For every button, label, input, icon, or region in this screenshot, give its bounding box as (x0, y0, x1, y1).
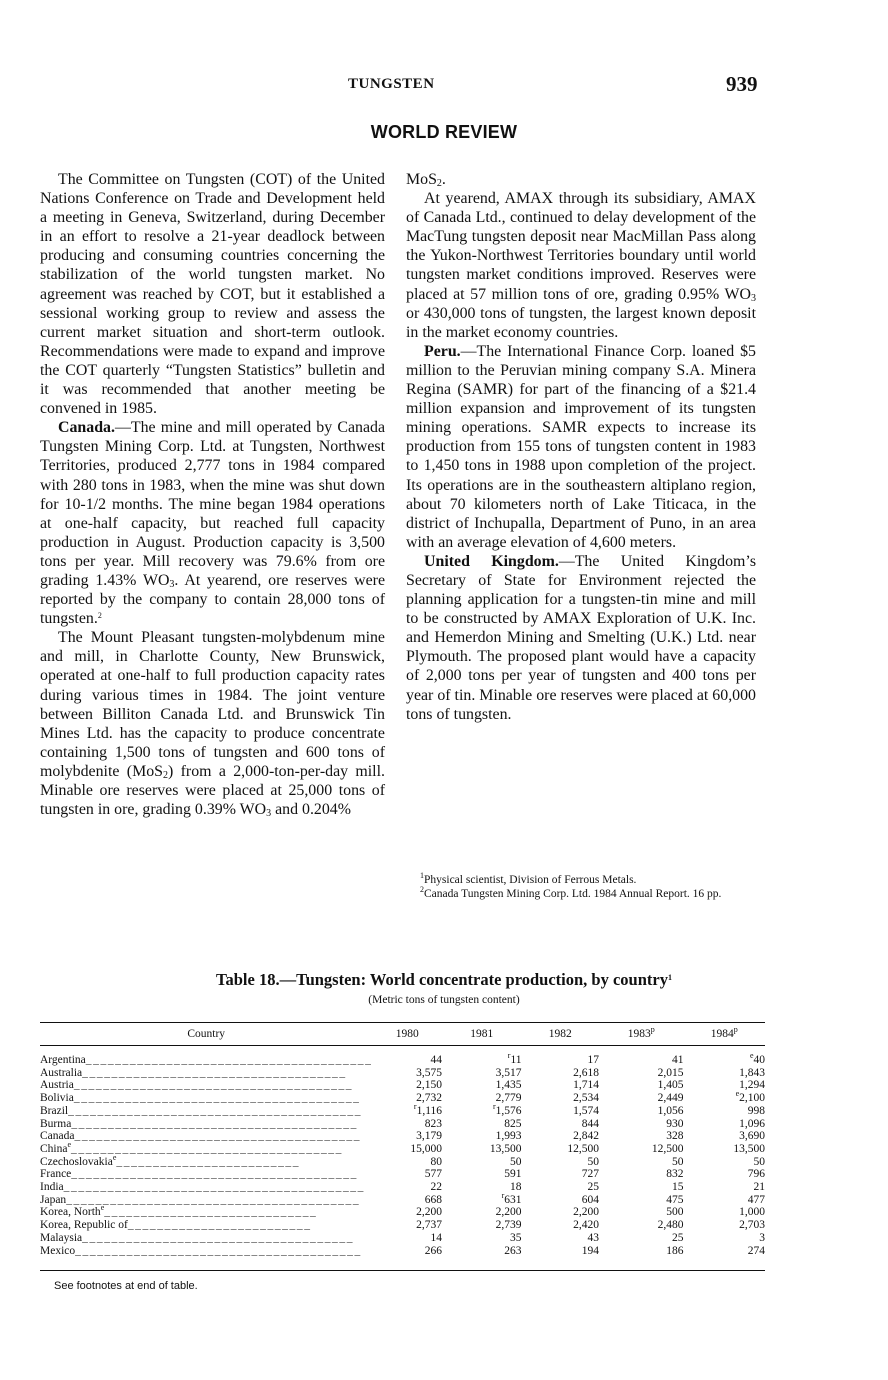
value-cell (599, 1105, 683, 1118)
value: 1,000 (739, 1206, 765, 1219)
value-cell (522, 1168, 600, 1181)
footnote-mark: 2 (420, 884, 424, 894)
revision-mark: e (749, 1051, 754, 1060)
table-title-text: Table 18.—Tungsten: World concentrate production, by country (216, 970, 668, 989)
value: 668 (424, 1193, 443, 1206)
value-cell (683, 1168, 765, 1181)
leader-dots: _____________________________ (104, 1206, 318, 1219)
value: 17 (587, 1054, 600, 1066)
estimate-mark: e (67, 1142, 72, 1149)
value: 604 (581, 1193, 600, 1206)
value: 194 (581, 1244, 600, 1257)
value: 43 (587, 1231, 600, 1244)
table-subtitle: (Metric tons of tungsten content) (368, 994, 520, 1006)
country-cell (40, 1156, 372, 1169)
value: 3,575 (416, 1066, 443, 1079)
year-label: 1984 (710, 1028, 734, 1040)
country-cell (40, 1168, 372, 1181)
leader-dots: _______________________________________ (71, 1117, 358, 1130)
table-row (40, 1232, 765, 1245)
col-header-1981: 1981 (470, 1028, 494, 1040)
value-cell (599, 1143, 683, 1156)
value: 266 (424, 1244, 443, 1257)
paragraph-mount-pleasant (40, 628, 385, 819)
value: 832 (666, 1168, 684, 1181)
value: 1,993 (495, 1130, 522, 1143)
footnote-text: Canada Tungsten Mining Corp. Ltd. 1984 Annual Report. 16 pp. (424, 887, 722, 900)
value: 50 (510, 1155, 522, 1168)
table-row (40, 1181, 765, 1194)
value-cell (683, 1143, 765, 1156)
value-cell (522, 1194, 600, 1207)
value: 1,843 (739, 1066, 765, 1079)
canada-text-a: —The mine and mill operated by Canada Tungsten Mining Corp. Ltd. at Tungsten, Northwest Territories, produced 2,777 tons in 1984 compared with 280 tons in 1983, when the mine was shut down for 10-1/2 months. The mine began 1984 operations at one-half capacity, but reached full capacity production in August. Production capacity is 3,500 tons per year. Mill recovery was 79.6% from ore grading 1.43% WO (40, 419, 385, 589)
leader-dots: _______________________________________ (74, 1130, 362, 1143)
value-cell (372, 1232, 442, 1245)
value-cell (372, 1130, 442, 1143)
value-cell (683, 1219, 765, 1232)
value-cell (522, 1092, 600, 1105)
value-cell (522, 1181, 600, 1194)
table-row (40, 1067, 765, 1080)
leader-dots: _____________________________________ (82, 1231, 355, 1244)
value: 475 (666, 1193, 684, 1206)
value: 998 (747, 1104, 765, 1117)
leader-dots: _________________________ (116, 1155, 301, 1168)
country-cell (40, 1245, 372, 1258)
country-name: Japan (40, 1193, 67, 1206)
table-header-row (40, 1024, 765, 1044)
value: 844 (581, 1117, 600, 1130)
country-name: Korea, North (40, 1206, 101, 1219)
value: 274 (747, 1244, 765, 1257)
value-cell (372, 1143, 442, 1156)
value: 1,435 (495, 1079, 522, 1092)
value-cell (442, 1181, 522, 1194)
amax-text-a: At yearend, AMAX through its subsidiary, AMAX of Canada Ltd., continued to delay development of the MacTung tungsten deposit near MacMillan Pass along the Yukon-Northwest Territories boundary until world tungsten market conditions improved. Reserves were placed at 57 million tons of ore, grading 0.95% WO (406, 190, 756, 303)
value: 2,842 (573, 1130, 600, 1143)
value: 186 (666, 1244, 684, 1257)
value: 1,576 (495, 1104, 522, 1117)
value-cell (372, 1194, 442, 1207)
value-cell (442, 1168, 522, 1181)
value: 2,737 (416, 1219, 443, 1232)
value-cell (442, 1190, 522, 1207)
value-cell (522, 1079, 600, 1092)
paragraph-amax (406, 189, 756, 342)
country-cell (40, 1079, 372, 1092)
subscript: 3 (169, 578, 175, 590)
value: 1,405 (657, 1079, 684, 1092)
value: 44 (430, 1054, 443, 1066)
value-cell (442, 1130, 522, 1143)
value: 2,200 (495, 1206, 522, 1219)
value: 1,574 (573, 1104, 600, 1117)
canada-heading: Canada. (58, 419, 115, 437)
value: 2,739 (495, 1219, 522, 1232)
footnote-mark: 1 (420, 871, 424, 880)
value: 2,015 (657, 1066, 684, 1079)
leader-dots: ______________________________________ (73, 1079, 354, 1092)
country-cell (40, 1232, 372, 1245)
value: 3,690 (739, 1130, 765, 1143)
value: 13,500 (489, 1142, 522, 1155)
running-title: TUNGSTEN (348, 76, 435, 92)
value: 2,534 (573, 1092, 600, 1105)
table-footnote: See footnotes at end of table. (54, 1280, 198, 1292)
country-cell (40, 1067, 372, 1080)
value: 21 (753, 1181, 765, 1194)
table-row (40, 1092, 765, 1105)
left-column (40, 170, 385, 819)
value: 1,116 (416, 1104, 443, 1117)
value: 40 (753, 1054, 765, 1066)
value-cell (683, 1044, 765, 1067)
table-bottom-rule (40, 1270, 765, 1271)
value-cell (442, 1118, 522, 1131)
mount-pleasant-text-c: and 0.204% (271, 801, 351, 819)
leader-dots: _______________________________________ (75, 1244, 362, 1257)
country-name: Malaysia (40, 1231, 83, 1244)
value-cell (683, 1079, 765, 1092)
continuation-end: . (441, 171, 446, 188)
value: 11 (510, 1054, 522, 1066)
value-cell (683, 1118, 765, 1131)
value: 41 (671, 1054, 684, 1066)
table-row (40, 1079, 765, 1092)
value: 577 (424, 1168, 443, 1181)
value: 2,703 (739, 1219, 765, 1232)
value-cell (442, 1245, 522, 1258)
value-cell (599, 1118, 683, 1131)
value-cell (442, 1092, 522, 1105)
country-name: Korea, Republic of (40, 1219, 128, 1232)
country-name: Australia (40, 1066, 83, 1079)
value: 631 (504, 1193, 522, 1206)
continuation-text: MoS (406, 171, 437, 188)
value-cell (683, 1245, 765, 1258)
value-cell (442, 1206, 522, 1219)
footnotes (406, 871, 756, 901)
revision-mark: r (492, 1101, 496, 1111)
country-cell (40, 1181, 372, 1194)
estimate-mark: e (100, 1206, 105, 1213)
value-cell (442, 1156, 522, 1169)
value: 50 (671, 1155, 684, 1168)
value-cell (442, 1101, 522, 1118)
country-name: India (40, 1181, 64, 1194)
value: 2,732 (416, 1092, 443, 1105)
leader-dots: _______________________________________ (73, 1092, 361, 1105)
value-cell (442, 1044, 522, 1067)
value-cell (372, 1219, 442, 1232)
value: 18 (510, 1181, 522, 1194)
leader-dots: ________________________________________ (66, 1193, 361, 1206)
value-cell (683, 1181, 765, 1194)
country-name: Burma (40, 1117, 72, 1130)
value-cell (683, 1067, 765, 1080)
value-cell (522, 1156, 600, 1169)
value-cell (372, 1245, 442, 1258)
value: 1,056 (657, 1104, 684, 1117)
value: 13,500 (733, 1142, 765, 1155)
table-body (40, 1044, 765, 1257)
peru-text: —The International Finance Corp. loaned $5 million to the Peruvian mining company S.A. Minera Regina (SAMR) for part of the financing of a $21.4 million expansion and improvement of its tungsten mining operations. SAMR expects to increase its production from 155 tons of tungsten content in 1983 to 1,450 tons in 1988 upon completion of the project. Its operations are in the southeastern altiplano region, about 70 kilometers north of Lake Titicaca, in the district of Inchupalla, Department of Puno, in an area with an average elevation of 4,600 meters. (406, 342, 756, 551)
value: 3,517 (495, 1066, 522, 1079)
value-cell (599, 1194, 683, 1207)
value: 14 (430, 1231, 443, 1244)
revision-mark: r (507, 1051, 511, 1060)
col-header-1980: 1980 (395, 1028, 419, 1040)
country-cell (40, 1105, 372, 1118)
value: 2,618 (573, 1066, 600, 1079)
country-name: Austria (40, 1079, 74, 1092)
country-cell (40, 1118, 372, 1131)
country-name: Bolivia (40, 1092, 74, 1105)
preliminary-mark: p (733, 1025, 738, 1034)
value: 50 (587, 1155, 600, 1168)
table-row (40, 1168, 765, 1181)
table-row (40, 1105, 765, 1118)
value-cell (442, 1232, 522, 1245)
paragraph-uk (406, 552, 756, 724)
value: 1,714 (573, 1079, 600, 1092)
peru-heading: Peru. (424, 342, 461, 360)
right-column (406, 170, 756, 724)
value-cell (599, 1206, 683, 1219)
mount-pleasant-text-b: ) from a 2,000-ton-per-day mill. Minable ore reserves were placed at 25,000 tons of tungsten in ore, grading 0.39% WO (40, 762, 385, 819)
table-row (40, 1156, 765, 1169)
paragraph-continuation (406, 170, 756, 189)
col-header-country: Country (187, 1028, 226, 1040)
value-cell (683, 1089, 765, 1105)
value: 1,096 (739, 1117, 765, 1130)
value: 2,200 (416, 1206, 443, 1219)
page-number: 939 (726, 72, 758, 96)
value-cell (683, 1206, 765, 1219)
table-row (40, 1130, 765, 1143)
value-cell (599, 1219, 683, 1232)
table-title (0, 970, 888, 990)
production-table (40, 1024, 765, 1257)
country-cell (40, 1219, 372, 1232)
value: 2,100 (739, 1092, 765, 1105)
value: 3,179 (416, 1130, 443, 1143)
value: 328 (666, 1130, 684, 1143)
value-cell (522, 1245, 600, 1258)
value: 930 (666, 1117, 684, 1130)
footnote-text: Physical scientist, Division of Ferrous Metals. (424, 874, 637, 886)
footnote-ref: 2 (97, 611, 102, 621)
value: 1,294 (739, 1079, 765, 1092)
value-cell (683, 1156, 765, 1169)
value: 2,420 (573, 1219, 600, 1232)
value-cell (599, 1092, 683, 1105)
country-cell (40, 1194, 372, 1207)
revision-mark: e (735, 1089, 740, 1099)
table-row (40, 1044, 765, 1067)
uk-heading: United Kingdom. (424, 552, 559, 570)
table-row (40, 1194, 765, 1207)
country-name: France (40, 1168, 72, 1181)
value-cell (442, 1067, 522, 1080)
leader-dots: _______________________________________ (85, 1054, 373, 1066)
table-row (40, 1143, 765, 1156)
value: 2,150 (416, 1079, 443, 1092)
value-cell (522, 1232, 600, 1245)
year-label: 1983 (627, 1028, 651, 1040)
table-row (40, 1245, 765, 1258)
value: 727 (581, 1168, 600, 1181)
value-cell (683, 1232, 765, 1245)
value: 50 (753, 1155, 765, 1168)
value: 12,500 (567, 1142, 600, 1155)
value-cell (372, 1092, 442, 1105)
value: 263 (504, 1244, 522, 1257)
country-name: Argentina (40, 1054, 86, 1066)
value: 25 (671, 1231, 684, 1244)
paragraph-peru (406, 342, 756, 552)
value-cell (599, 1168, 683, 1181)
value-cell (522, 1219, 600, 1232)
value-cell (522, 1130, 600, 1143)
value-cell (372, 1181, 442, 1194)
country-cell (40, 1206, 372, 1219)
subscript: 2 (162, 769, 168, 781)
value-cell (522, 1067, 600, 1080)
value: 823 (424, 1117, 443, 1130)
leader-dots: _______________________________________ (71, 1168, 358, 1181)
estimate-mark: e (112, 1155, 117, 1162)
country-cell (40, 1092, 372, 1105)
country-name: Canada (40, 1130, 75, 1143)
paragraph-canada (40, 418, 385, 628)
value-cell (599, 1156, 683, 1169)
country-cell (40, 1130, 372, 1143)
col-header-1982: 1982 (548, 1028, 572, 1040)
value: 591 (504, 1168, 522, 1181)
table-top-rule (40, 1022, 765, 1023)
value-cell (599, 1245, 683, 1258)
value-cell (683, 1194, 765, 1207)
value: 796 (747, 1168, 765, 1181)
subscript: 3 (751, 292, 756, 304)
value-cell (442, 1143, 522, 1156)
value-cell (372, 1067, 442, 1080)
value: 12,500 (651, 1142, 684, 1155)
value-cell (522, 1118, 600, 1131)
value: 15,000 (410, 1142, 443, 1155)
value-cell (372, 1044, 442, 1067)
value: 825 (504, 1117, 522, 1130)
table-row (40, 1219, 765, 1232)
value-cell (372, 1118, 442, 1131)
value-cell (599, 1079, 683, 1092)
value-cell (599, 1067, 683, 1080)
value-cell (599, 1130, 683, 1143)
value: 15 (671, 1181, 684, 1194)
value: 35 (510, 1231, 522, 1244)
leader-dots: _____________________________________ (71, 1142, 343, 1155)
uk-text: —The United Kingdom’s Secretary of State for Environment rejected the planning application for a tungsten-tin mine and mill to be constructed by AMAX Exploration of U.K. Inc. and Hemerdon Mining and Smelting (U.K.) Ltd. near Plymouth. The proposed plant would have a capacity of 2,000 tons per year of tungsten and 400 tons per year of tin. Minable ore reserves were placed at 60,000 tons of tungsten. (406, 552, 757, 723)
section-title: WORLD REVIEW (370, 122, 518, 142)
value-cell (522, 1105, 600, 1118)
table-row (40, 1118, 765, 1131)
country-name: Mexico (40, 1244, 76, 1257)
footnote-1 (406, 871, 756, 888)
revision-mark: r (413, 1101, 417, 1111)
col-header-1983 (599, 1024, 683, 1044)
footnote-ref: 1 (667, 973, 672, 982)
footnote-2 (406, 884, 756, 902)
value-cell (372, 1156, 442, 1169)
subscript: 3 (266, 808, 272, 820)
value-cell (442, 1219, 522, 1232)
leader-dots: ________________________________________ (68, 1104, 363, 1117)
value-cell (522, 1143, 600, 1156)
value-cell (683, 1105, 765, 1118)
country-name: Czechoslovakia (40, 1155, 113, 1168)
paragraph-cot: The Committee on Tungsten (COT) of the United Nations Conference on Trade and Development held a meeting in Geneva, Switzerland, during December in an effort to resolve a 21-year deadlock between producing and consuming countries concerning the stabilization of the world tungsten market. No agreement was reached by COT, but it established a sessional working group to review and assess the current market situation and short-term outlook. Recommendations were made to expand and improve the COT quarterly “Tungsten Statistics” bulletin and it was recommended that another meeting be convened in 1985. (40, 171, 385, 418)
value-cell (522, 1206, 600, 1219)
value: 80 (430, 1155, 443, 1168)
value-cell (372, 1101, 443, 1118)
value: 2,480 (657, 1219, 684, 1232)
value-cell (683, 1130, 765, 1143)
revision-mark: r (501, 1190, 505, 1200)
value: 2,200 (573, 1206, 600, 1219)
subscript: 2 (436, 178, 442, 189)
country-cell (40, 1143, 372, 1156)
mount-pleasant-text-a: The Mount Pleasant tungsten-molybdenum mine and mill, in Charlotte County, New Brunswick, operated at one-half to full production capacity rates during various times in 1984. The joint venture between Billiton Canada Ltd. and Brunswick Tin Mines Ltd. has the capacity to produce concentrate containing 1,500 tons of tungsten and 600 tons of molybdenite (MoS (40, 629, 385, 780)
country-name: Brazil (40, 1104, 69, 1117)
value: 3 (759, 1231, 765, 1244)
value: 25 (587, 1181, 600, 1194)
value-cell (599, 1232, 683, 1245)
value-cell (599, 1181, 683, 1194)
country-cell (40, 1044, 372, 1067)
value-cell (372, 1206, 442, 1219)
value-cell (599, 1044, 683, 1067)
value-cell (442, 1079, 522, 1092)
amax-text-b: or 430,000 tons of tungsten, the largest known deposit in the market economy countries. (406, 304, 756, 341)
value-cell (522, 1044, 600, 1067)
leader-dots: _________________________________________ (63, 1181, 365, 1194)
value: 500 (666, 1206, 684, 1219)
preliminary-mark: p (650, 1025, 655, 1034)
value-cell (372, 1079, 442, 1092)
leader-dots: _________________________ (127, 1219, 312, 1232)
canada-text-b: . At yearend, ore reserves were reported by the company to contain 28,000 tons of tungsten. (40, 571, 386, 628)
country-name: China (40, 1142, 68, 1155)
table-row (40, 1206, 765, 1219)
col-header-1984 (683, 1024, 765, 1044)
value-cell (372, 1168, 442, 1181)
value: 2,449 (657, 1092, 684, 1105)
value: 2,779 (495, 1092, 522, 1105)
value: 22 (430, 1181, 443, 1194)
value: 477 (747, 1193, 765, 1206)
leader-dots: ____________________________________ (82, 1066, 347, 1079)
